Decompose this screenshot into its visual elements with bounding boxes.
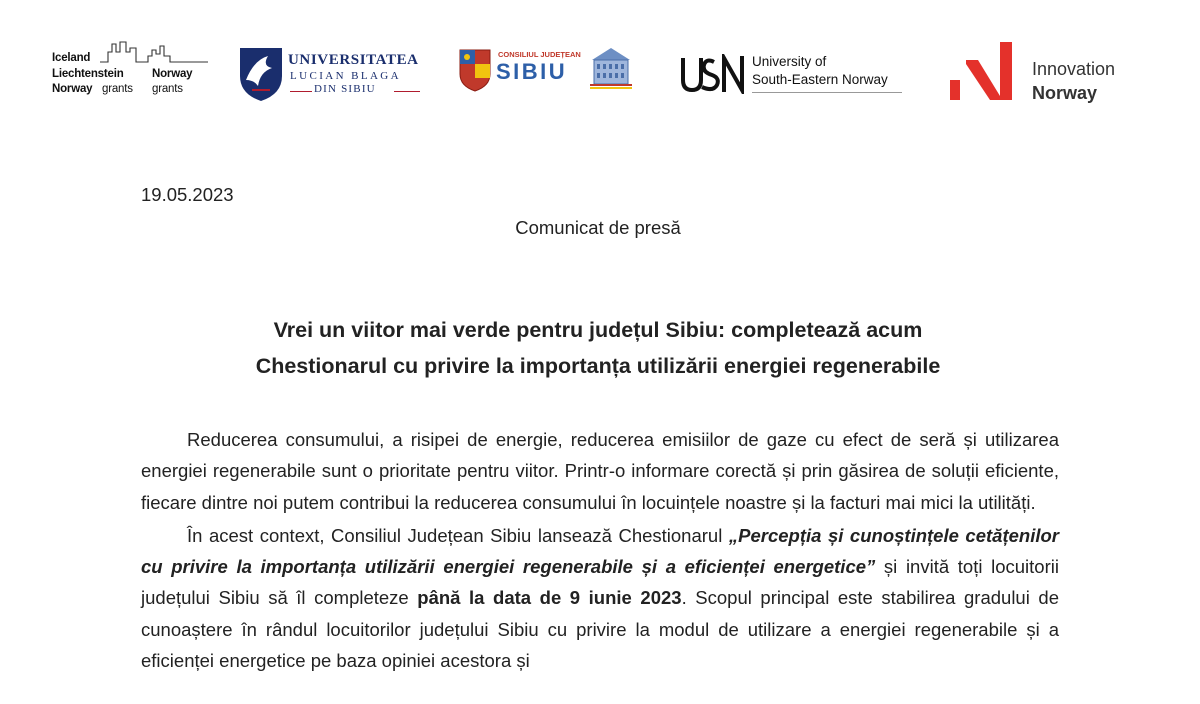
ulbs-crest-icon [238, 46, 284, 102]
skyline-icon [100, 38, 208, 64]
logo-text-liechtenstein: Liechtenstein [52, 68, 124, 80]
paragraph-2 [141, 520, 1059, 676]
usn-logo [680, 52, 920, 100]
ulbs-name-line1: UNIVERSITATEA [288, 52, 419, 68]
logo-text-grants-2: grants [152, 83, 183, 95]
innovation-norway-logo [946, 40, 1146, 106]
consiliul-judetean-sibiu-logo [458, 44, 638, 100]
eea-norway-grants-logo [52, 38, 212, 102]
paragraph-2-invite: și invită toți locuitorii județului Sibiu să îl completeze [141, 556, 1059, 609]
ulbs-logo [238, 46, 428, 104]
usn-name-line2: South-Eastern Norway [752, 72, 888, 87]
cjs-sibiu-label: SIBIU [496, 59, 568, 84]
sibiu-coat-of-arms-icon [458, 48, 492, 92]
partner-logos-header [0, 0, 1200, 140]
ulbs-rule-left [290, 91, 312, 92]
press-release-title [0, 312, 1196, 384]
survey-title: „Percepția și cunoștințele cetățenilor cu privire la importanța utilizării energiei regenerabile și a eficienței energetice” [141, 524, 1059, 578]
innovation-norway-mark-icon [946, 40, 1016, 104]
paragraph-1: Reducerea consumului, a risipei de energie, reducerea emisiilor de gaze cu efect de seră și utilizarea energiei regenerabile sunt o prioritate pentru viitor. Printr-o informare corectă și prin găsirea de soluții eficiente, fiecare dintre noi putem contribui la reducerea consumului în locuințele noastre și la facturi mai mici la utilități. [141, 429, 1059, 513]
innovation-label: Innovation [1032, 59, 1116, 79]
council-building-icon [588, 46, 634, 90]
ulbs-rule-right [394, 91, 420, 92]
title-line-2: Chestionarul cu privire la importanța utilizării energiei regenerabile [255, 354, 941, 378]
usn-rule [752, 92, 902, 93]
logo-text-norway-bold: Norway [52, 83, 93, 95]
logo-text-iceland: Iceland [52, 52, 91, 64]
cjs-council-label: CONSILIUL JUDEȚEAN [498, 50, 581, 59]
paragraph-2-purpose: . Scopul principal este stabilirea gradului de cunoaștere în rândul locuitorilor județului Sibiu cu privire la modul de utilizare a energiei regenerabile și a eficienței energetice pe baza opiniei acestora și [141, 587, 1059, 672]
survey-deadline: până la data de 9 iunie 2023 [417, 587, 682, 609]
usn-name-line1: University of [752, 54, 827, 69]
logo-text-norway: Norway [152, 68, 193, 80]
usn-mark-icon [680, 54, 746, 94]
title-line-1: Vrei un viitor mai verde pentru județul Sibiu: completează acum [273, 318, 923, 342]
document-type-label: Comunicat de presă [515, 217, 681, 238]
press-release-body [141, 424, 1059, 676]
ulbs-name-line2: LUCIAN BLAGA [290, 70, 401, 82]
document-date: 19.05.2023 [141, 184, 234, 205]
paragraph-2-intro: În acest context, Consiliul Județean Sibiu lansează Chestionarul [187, 524, 729, 546]
logo-text-grants: grants [102, 83, 133, 95]
norway-label: Norway [1032, 83, 1098, 103]
ulbs-name-line3: DIN SIBIU [314, 83, 376, 95]
